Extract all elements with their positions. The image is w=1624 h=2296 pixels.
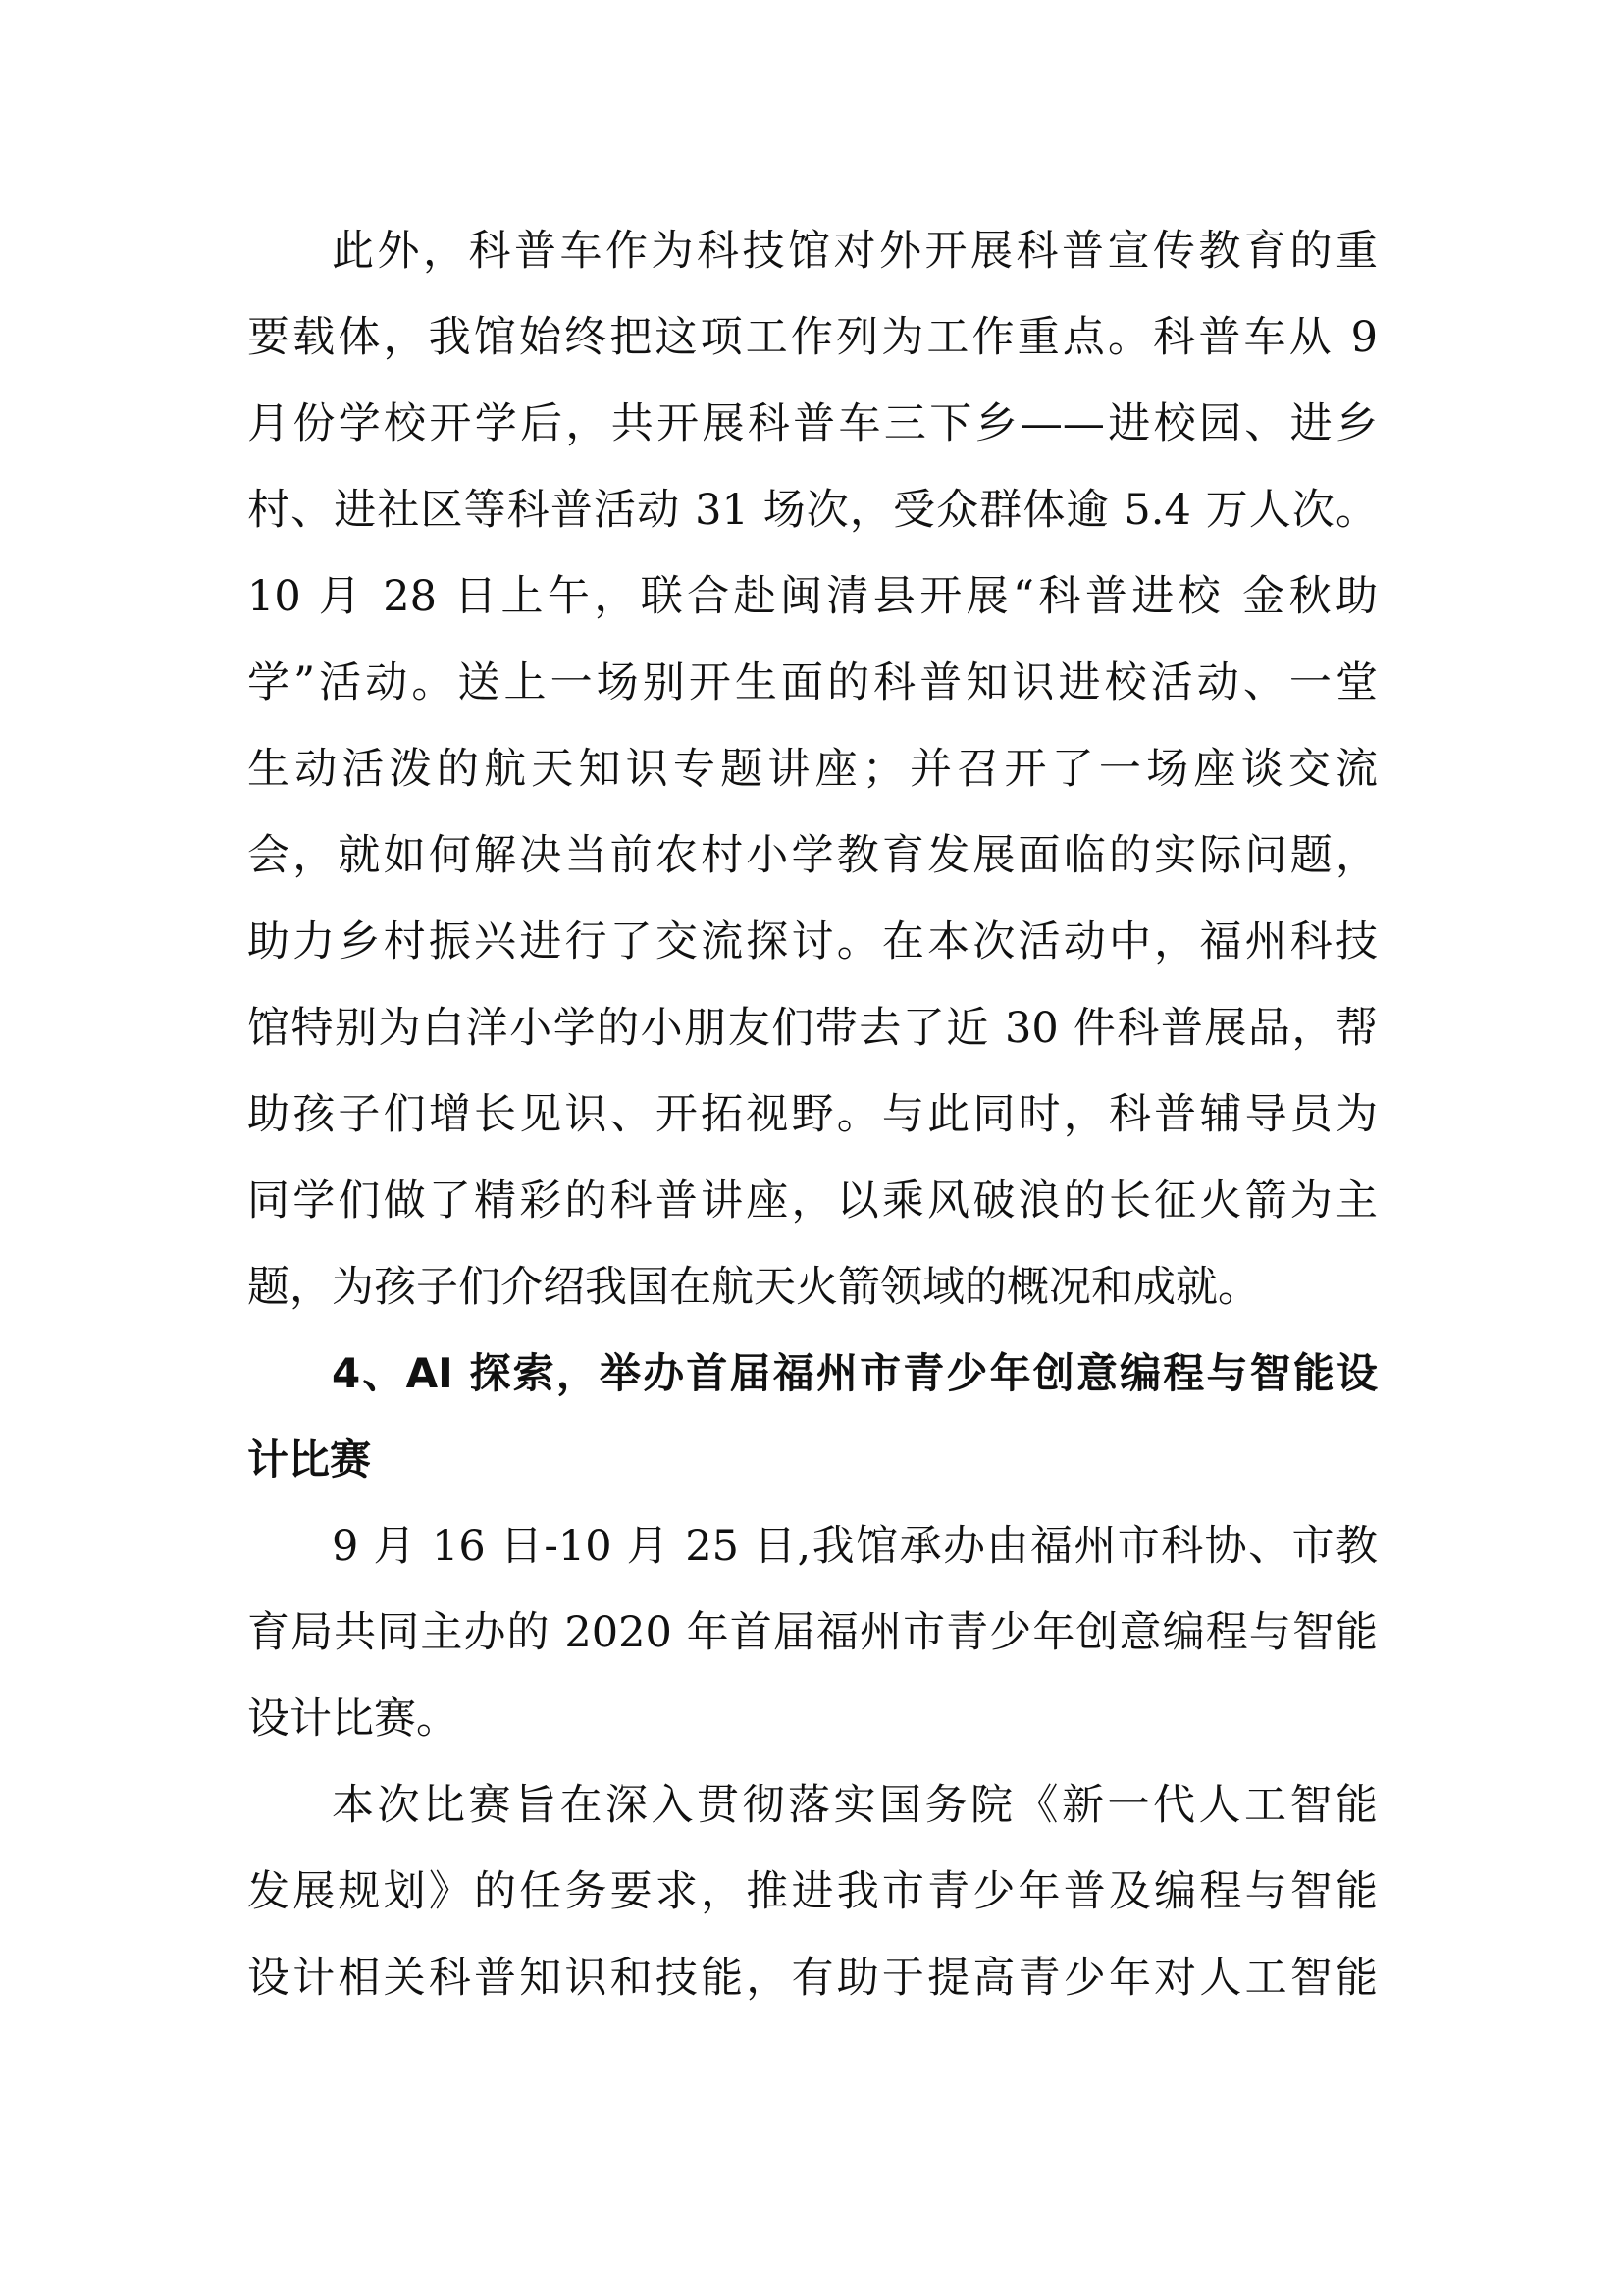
section-heading-line: 计比赛 bbox=[247, 1435, 372, 1484]
paragraph-line: 10 月 28 日上午，联合赴闽清县开展“科普进校 金秋助 bbox=[247, 572, 1378, 621]
document-body bbox=[247, 208, 1378, 2021]
paragraph-line: 设计比赛。 bbox=[247, 1695, 458, 1744]
paragraph-line: 要载体，我馆始终把这项工作列为工作重点。科普车从 9 bbox=[247, 313, 1378, 362]
paragraph-line: 生动活泼的航天知识专题讲座；并召开了一场座谈交流 bbox=[247, 745, 1378, 794]
paragraph-line: 题，为孩子们介绍我国在航天火箭领域的概况和成就。 bbox=[247, 1263, 1260, 1312]
paragraph-line: 馆特别为白洋小学的小朋友们带去了近 30 件科普展品，帮 bbox=[247, 1004, 1378, 1053]
paragraph-line: 育局共同主办的 2020 年首届福州市青少年创意编程与智能 bbox=[247, 1608, 1378, 1657]
paragraph-contest-dates bbox=[247, 1503, 1378, 1762]
paragraph-line: 助力乡村振兴进行了交流探讨。在本次活动中，福州科技 bbox=[247, 917, 1378, 966]
paragraph-line: 9 月 16 日-10 月 25 日,我馆承办由福州市科协、市教 bbox=[332, 1522, 1378, 1571]
paragraph-line: 村、进社区等科普活动 31 场次，受众群体逾 5.4 万人次。 bbox=[247, 486, 1378, 535]
paragraph-line: 本次比赛旨在深入贯彻落实国务院《新一代人工智能 bbox=[332, 1781, 1378, 1830]
paragraph-science-vehicle bbox=[247, 208, 1378, 1331]
paragraph-contest-purpose bbox=[247, 1762, 1378, 2021]
paragraph-line: 同学们做了精彩的科普讲座，以乘风破浪的长征火箭为主 bbox=[247, 1176, 1378, 1226]
section-heading-ai-exploration bbox=[247, 1331, 1378, 1503]
paragraph-line: 发展规划》的任务要求，推进我市青少年普及编程与智能 bbox=[247, 1867, 1378, 1916]
paragraph-line: 设计相关科普知识和技能，有助于提高青少年对人工智能 bbox=[247, 1954, 1378, 2003]
paragraph-line: 月份学校开学后，共开展科普车三下乡——进校园、进乡 bbox=[247, 399, 1378, 448]
section-heading-line: 4、AI 探索，举办首届福州市青少年创意编程与智能设 bbox=[332, 1349, 1378, 1397]
paragraph-line: 助孩子们增长见识、开拓视野。与此同时，科普辅导员为 bbox=[247, 1090, 1378, 1139]
paragraph-line: 学”活动。送上一场别开生面的科普知识进校活动、一堂 bbox=[247, 658, 1378, 707]
paragraph-line: 此外，科普车作为科技馆对外开展科普宣传教育的重 bbox=[332, 227, 1378, 276]
paragraph-line: 会，就如何解决当前农村小学教育发展面临的实际问题， bbox=[247, 831, 1378, 880]
